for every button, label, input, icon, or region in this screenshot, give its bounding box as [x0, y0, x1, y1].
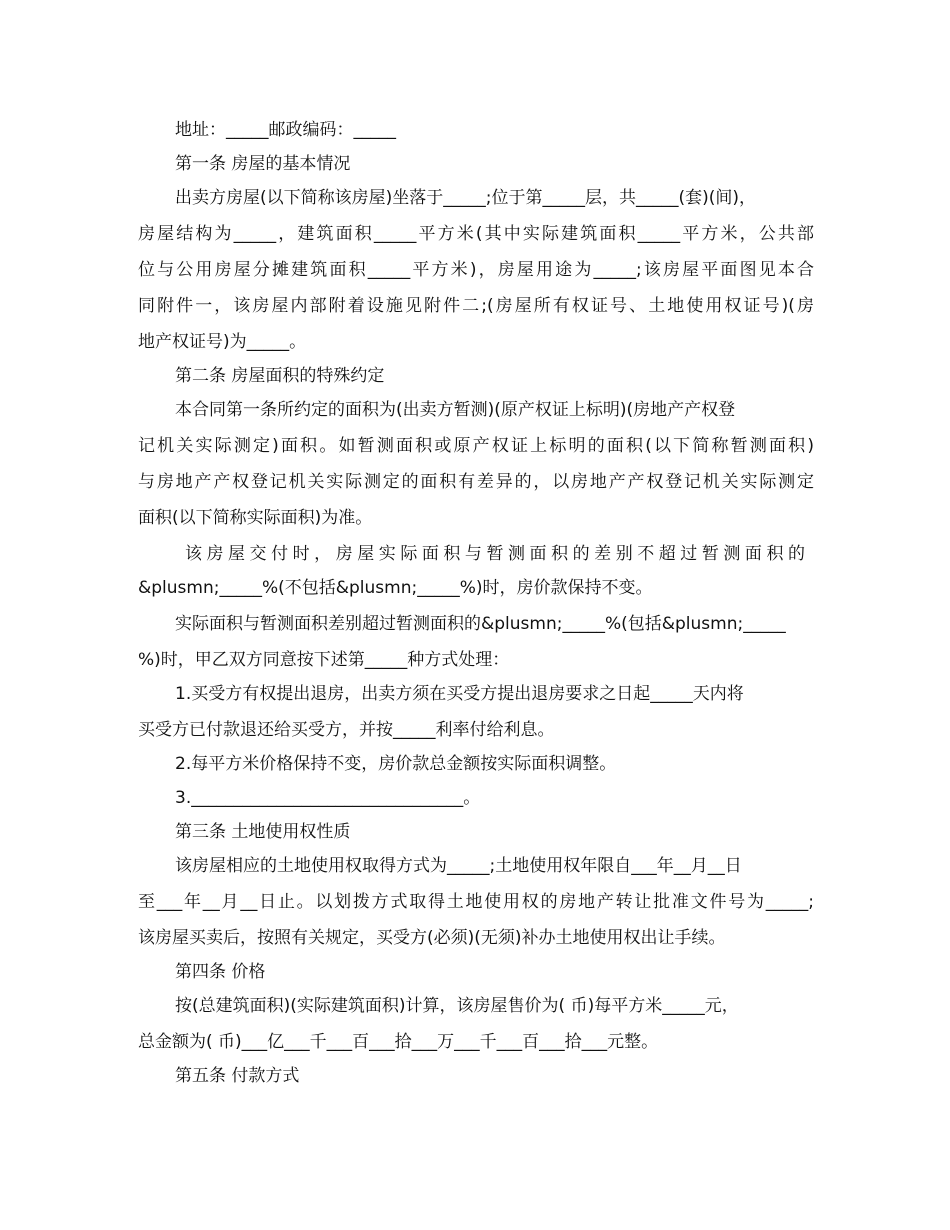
article-2-text-line-3: 与房地产产权登记机关实际测定的面积有差异的，以房地产产权登记机关实际测定 [138, 472, 814, 492]
article-5-heading: 第五条 付款方式 [175, 1066, 300, 1086]
article-3-text-line-1: 该房屋相应的土地使用权取得方式为_____;土地使用权年限自___年__月__日 [175, 856, 742, 876]
article-2-delivery-line-2: &plusmn;_____%(不包括&plusmn;_____%)时，房价款保持不变。 [138, 578, 653, 598]
article-1-text-line-2: 房屋结构为_____，建筑面积_____平方米(其中实际建筑面积_____平方米，公共部 [138, 224, 814, 244]
address-line: 地址：_____邮政编码：_____ [175, 120, 396, 140]
option-2-line: 2.每平方米价格保持不变，房价款总金额按实际面积调整。 [175, 754, 617, 774]
article-4-heading: 第四条 价格 [175, 962, 266, 982]
article-3-heading: 第三条 土地使用权性质 [175, 822, 351, 842]
article-4-text-line-1: 按(总建筑面积)(实际建筑面积)计算，该房屋售价为( 币)每平方米_____元， [175, 996, 739, 1016]
article-3-text-line-2: 至___年__月__日止。以划拨方式取得土地使用权的房地产转让批准文件号为_____; [138, 892, 814, 912]
article-1-text-line-1: 出卖方房屋(以下简称该房屋)坐落于_____;位于第_____层，共_____(套)(间)， [175, 188, 757, 208]
article-4-text-line-2: 总金额为( 币)___亿___千___百___拾___万___千___百___拾___元整。 [138, 1032, 659, 1052]
article-2-heading: 第二条 房屋面积的特殊约定 [175, 366, 385, 386]
article-2-text-line-4: 面积(以下简称实际面积)为准。 [138, 508, 373, 528]
article-2-delivery-line-1: 该房屋交付时，房屋实际面积与暂测面积的差别不超过暂测面积的 [175, 544, 805, 564]
option-3-line: 3.________________________________。 [175, 788, 481, 808]
article-2-excess-line-2: %)时，甲乙双方同意按下述第_____种方式处理： [138, 650, 510, 670]
article-1-text-line-4: 同附件一，该房屋内部附着设施见附件二;(房屋所有权证号、土地使用权证号)(房 [138, 296, 814, 316]
article-1-heading: 第一条 房屋的基本情况 [175, 154, 351, 174]
article-2-text-line-1: 本合同第一条所约定的面积为(出卖方暂测)(原产权证上标明)(房地产产权登 [175, 400, 736, 420]
article-1-text-line-3: 位与公用房屋分摊建筑面积_____平方米)，房屋用途为_____;该房屋平面图见本合 [138, 260, 814, 280]
article-3-text-line-3: 该房屋买卖后，按照有关规定，买受方(必须)(无须)补办土地使用权出让手续。 [138, 928, 726, 948]
article-1-text-line-5: 地产权证号)为_____。 [138, 332, 307, 352]
article-2-text-line-2: 记机关实际测定)面积。如暂测面积或原产权证上标明的面积(以下简称暂测面积) [138, 436, 814, 456]
option-1-line-1: 1.买受方有权提出退房，出卖方须在买受方提出退房要求之日起_____天内将 [175, 684, 744, 704]
option-1-line-2: 买受方已付款退还给买受方，并按_____利率付给利息。 [138, 720, 555, 740]
article-2-excess-line-1: 实际面积与暂测面积差别超过暂测面积的&plusmn;_____%(包括&plusmn;_____ [175, 614, 786, 634]
